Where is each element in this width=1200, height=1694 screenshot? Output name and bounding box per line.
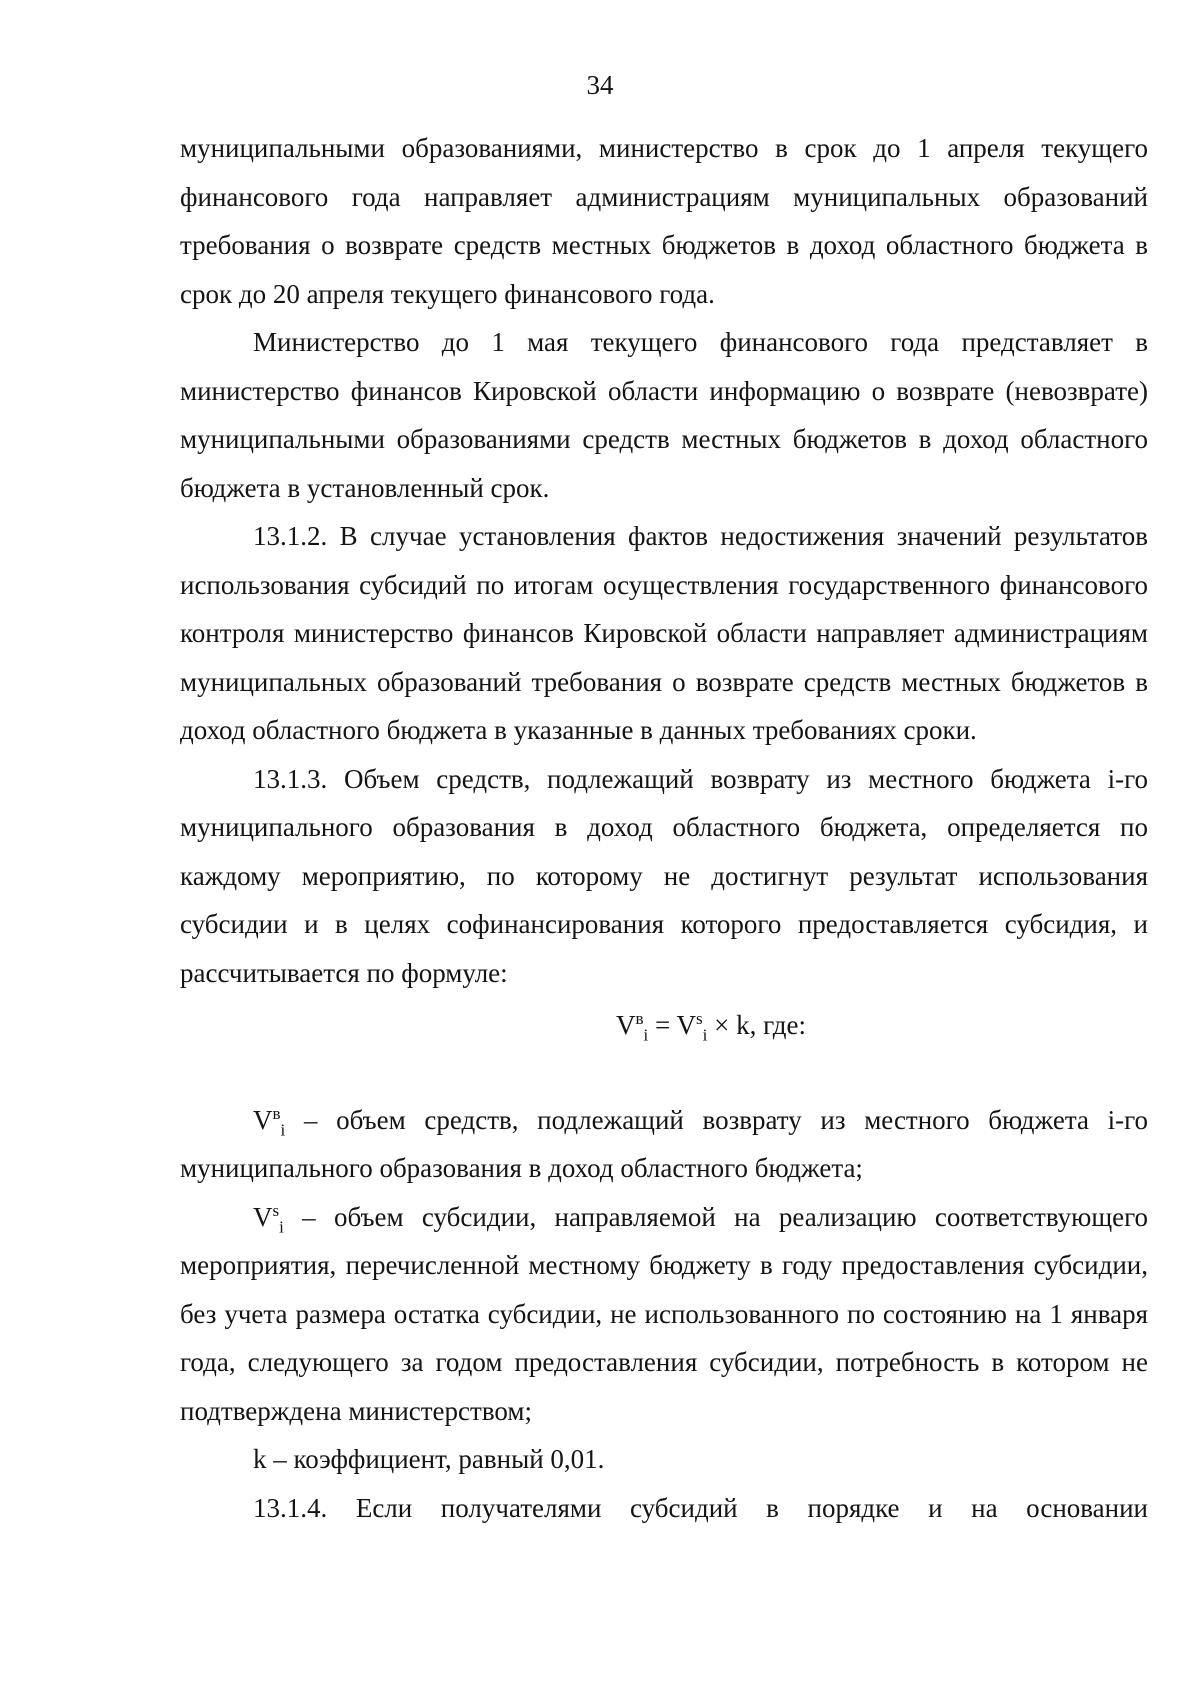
paragraph-3: 13.1.2. В случае установления фактов недостижения значений результатов использования субсидий по итогам осуществления государственного финансового контроля министерство финансов Кировской области направляет администрациям муниципальных образований требования о возврате средств местных бюджетов в доход областного бюджета в указанные в данных требованиях сроки. [180, 521, 1148, 745]
formula-tail: × k, где: [707, 1010, 807, 1040]
paragraph-4: 13.1.3. Объем средств, подлежащий возврату из местного бюджета i-го муниципального образования в доход областного бюджета, определяется по каждому мероприятию, по которому не достигнут результат использования субсидии и в целях софинансирования которого предоставляется субсидия, и рассчитывается по формуле: [180, 763, 1148, 988]
definition-v-b: $V^в_i$ – объем средств, подлежащий возврату из местного бюджета i-го муниципального образования в доход областного бюджета; [180, 1103, 1148, 1183]
paragraph-last: 13.1.4. Если получателями субсидий в порядке и на основании [253, 1492, 1148, 1523]
document-body [180, 124, 1148, 1532]
formula-lhs: $V^в_i$ [615, 1009, 649, 1045]
paragraph-2: Министерство до 1 мая текущего финансового года представляет в министерство финансов Кировской области информацию о возврате (невозврате) муниципальными образованиями средств местных бюджетов в доход областного бюджета в установленный срок. [180, 327, 1148, 503]
paragraph-1: муниципальными образованиями, министерство в срок до 1 апреля текущего финансового года направляет администрациям муниципальных образований требования о возврате средств местных бюджетов в доход областного бюджета в срок до 20 апреля текущего финансового года. [180, 133, 1148, 309]
definition-k: k – коэффициент, равный 0,01. [253, 1444, 605, 1474]
formula [180, 1001, 1148, 1050]
page-number: 34 [586, 70, 614, 100]
formula-equals: = [648, 1010, 677, 1040]
definition-v-s: $V^s_i$ – объем субсидии, направляемой на реализацию соответствующего мероприятия, перечисленной местному бюджету в году предоставления субсидии, без учета размера остатка субсидии, не использованного по состоянию на 1 января года, следующего за годом предоставления субсидии, потребность в котором не подтверждена министерством; [180, 1200, 1148, 1426]
formula-rhs: $V^s_i$ [676, 1009, 708, 1045]
